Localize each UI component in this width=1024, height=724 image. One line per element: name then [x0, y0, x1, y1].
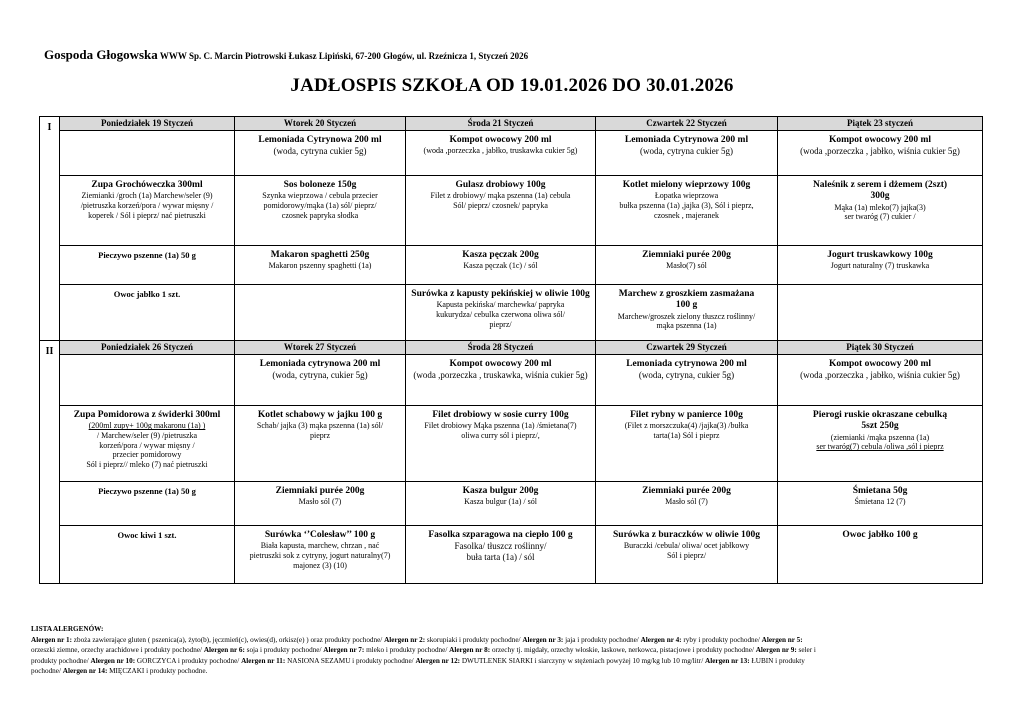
extra-dish-cell [596, 285, 778, 341]
extra-dish-cell [596, 526, 778, 584]
main-dish-name: Sos boloneze 150g [283, 180, 357, 190]
side-dish-name: Ziemniaki purée 200g [642, 250, 731, 260]
main-dish-cell [406, 176, 596, 246]
day-header: Czwartek 29 Styczeń [596, 341, 778, 355]
ingredient-line: / Marchew/seler (9) /pietruszka [96, 430, 198, 440]
extra-dish-name: Fasolka szparagowa na ciepło 100 g [428, 530, 573, 540]
drink-name: Kompot owocowy 200 ml [449, 359, 552, 369]
drink-description: (woda, cytryna, cukier 5g) [272, 370, 368, 381]
drink-description: (woda, cytryna cukier 5g) [640, 146, 733, 157]
ingredient-line: kukurydza/ cebulka czerwona oliwa sól/ [436, 309, 565, 319]
day-header-row [40, 341, 983, 355]
side-dish-description: Masło sól (7) [665, 497, 708, 507]
ingredient-line: Biała kapusta, marchew, chrzan , nać [260, 541, 380, 551]
drink-name: Kompot owocowy 200 ml [449, 135, 552, 145]
drink-row [40, 355, 983, 406]
side-dish-description: Makaron pszenny spaghetti (1a) [268, 261, 372, 271]
extra-dish-cell [235, 526, 406, 584]
ingredient-line: ser twaróg (7) cukier / [844, 212, 916, 222]
main-dish-portion: 5szt 250g [861, 421, 899, 432]
side-dish-description: Śmietana 12 (7) [854, 497, 906, 507]
main-dish-cell [596, 406, 778, 482]
ingredient-line: Ziemianki /groch (1a) Marchew/seler (9) [81, 191, 213, 201]
side-dish-cell [778, 482, 983, 526]
ingredient-line: pietruszki sok z cytryny, jogurt naturalny(7) [249, 550, 391, 560]
drink-description: (woda, cytryna cukier 5g) [273, 146, 367, 157]
drink-name: Lemoniada cytrynowa 200 ml [259, 359, 381, 369]
ingredient-line: Sól i pieprz/ [666, 550, 707, 560]
main-dish-cell [60, 406, 235, 482]
drink-name: Lemoniada Cytrynowa 200 ml [624, 135, 749, 145]
side-dish-description: Jogurt naturalny (7) truskawka [830, 261, 930, 271]
extra-dish-name: Owoc jabłko 1 szt. [113, 289, 181, 299]
side-dish-name: Jogurt truskawkowy 100g [827, 250, 933, 260]
company-details: WWW Sp. C. Marcin Piotrowski Łukasz Lipiński, 67-200 Głogów, ul. Rzeźnicza 1, Styczeń 2026 [157, 51, 529, 61]
main-dish-cell [235, 176, 406, 246]
ingredient-line: Łopatka wieprzowa [654, 191, 719, 201]
side-dish-cell [596, 482, 778, 526]
side-dish-description: Masło(7) sól [666, 261, 707, 271]
extra-dish-cell [60, 285, 235, 341]
drink-cell [60, 355, 235, 406]
main-dish-cell [596, 176, 778, 246]
week-label: II [40, 341, 60, 584]
side-dish-description: Masło sól (7) [298, 497, 342, 507]
main-dish-row [40, 406, 983, 482]
ingredient-line: koperek / Sól i pieprz/ nać pietruszki [88, 210, 206, 220]
drink-cell [406, 131, 596, 176]
main-dish-name: Gulasz drobiowy 100g [455, 180, 546, 190]
header-line [44, 47, 528, 63]
ingredient-line: Filet drobiowy Mąka pszenna (1a) /śmietana(7) [424, 421, 577, 431]
ingredient-line: bułka pszenna (1a) ,jajka (3), Sól i pieprz, [619, 200, 754, 210]
ingredient-line: tarta(1a) Sól i pieprz [653, 430, 720, 440]
page-title: JADŁOSPIS SZKOŁA OD 19.01.2026 DO 30.01.2026 [290, 75, 734, 96]
day-header: Piątek 30 Styczeń [778, 341, 983, 355]
ingredient-line: Schab/ jajka (3) mąka pszenna (1a) sól/ [256, 421, 384, 431]
ingredient-line: Sól i pieprz// mleko (7) nać pietruszki [86, 459, 208, 469]
week-label: I [40, 117, 60, 341]
ingredient-line: buła tarta (1a) / sól [466, 552, 535, 563]
extra-dish-name: Marchew z groszkiem zasmażana [618, 289, 755, 299]
main-dish-cell [60, 176, 235, 246]
ingredient-line: pieprz [310, 430, 330, 440]
side-dish-name: Pieczywo pszenne (1a) 50 g [98, 250, 196, 260]
ingredient-line: mąka pszenna (1a) [656, 321, 717, 331]
drink-description: (woda, cytryna, cukier 5g) [638, 370, 735, 381]
ingredient-line: ser twaróg(7) cebula /oliwa ,sól i pieprz [816, 442, 944, 452]
ingredient-line: Fasolka/ tłuszcz roślinny/ [454, 541, 547, 552]
main-dish-cell [235, 406, 406, 482]
drink-cell [235, 131, 406, 176]
main-dish-name: Zupa Pomidorowa z świderki 300ml [73, 410, 221, 420]
extra-dish-cell [406, 526, 596, 584]
drink-name: Kompot owocowy 200 ml [828, 135, 932, 145]
ingredient-line: Mąka (1a) mleko(7) jajka(3) [834, 202, 926, 212]
ingredient-line: (200ml zupy+ 100g makaronu (1a) ) [88, 421, 206, 431]
ingredient-line: pieprz/ [489, 319, 512, 329]
extra-dish-name: Surówka z buraczków w oliwie 100g [613, 530, 760, 540]
extra-dish-cell [60, 526, 235, 584]
main-dish-name: Pierogi ruskie okraszane cebulką [812, 410, 948, 420]
side-dish-row [40, 482, 983, 526]
drink-cell [235, 355, 406, 406]
main-dish-name: Filet drobiowy w sosie curry 100g [432, 410, 569, 420]
ingredient-line: oliwa curry sól i pieprz/, [461, 430, 540, 440]
drink-cell [596, 131, 778, 176]
extra-dish-cell [778, 285, 983, 341]
side-dish-name: Pieczywo pszenne (1a) 50 g [98, 486, 196, 496]
allergen-line: Alergen nr 1: zboża zawierające gluten ( pszenica(a), żyto(b), jęczmień(c), owies(d), orkisz(e) ) oraz produkty pochodne/ Alergen nr 2: skorupiaki i produkty pochodne/ Alergen nr 3: jaja i produkty pochodne/ Alergen nr 4: ryby i produkty pochodne/ Alergen nr 5: [31, 635, 803, 644]
main-dish-portion: 300g [870, 191, 890, 202]
ingredient-line: Kapusta pekińska/ marchewka/ papryka [436, 300, 565, 310]
drink-description: (woda ,porzeczka , jabłko, wiśnia cukier 5g) [800, 370, 960, 381]
extra-dish-name: Owoc jabłko 100 g [842, 530, 918, 540]
extra-dish-portion: 100 g [675, 300, 698, 311]
ingredient-line: czosnek , majeranek [653, 210, 720, 220]
main-dish-name: Kotlet mielony wieprzowy 100g [622, 180, 751, 190]
side-dish-cell [60, 246, 235, 285]
side-dish-name: Kasza pęczak 200g [462, 250, 539, 260]
day-header-row [40, 117, 983, 131]
day-header: Czwartek 22 Styczeń [596, 117, 778, 131]
drink-cell [60, 131, 235, 176]
day-header: Środa 21 Styczeń [406, 117, 596, 131]
main-dish-cell [778, 176, 983, 246]
main-dish-name: Zupa Grochóweczka 300ml [91, 180, 203, 190]
extra-dish-row [40, 285, 983, 341]
day-header: Poniedziałek 26 Styczeń [60, 341, 235, 355]
extra-dish-name: Surówka ‘’Colesław’’ 100 g [264, 530, 376, 540]
day-header: Wtorek 27 Styczeń [235, 341, 406, 355]
ingredient-line: (ziemianki /mąka pszenna (1a) [830, 432, 930, 442]
ingredient-line: Buraczki /cebula/ oliwa/ ocet jabłkowy [623, 541, 750, 551]
side-dish-name: Śmietana 50g [852, 486, 908, 496]
drink-description: (woda ,porzeczka , jabłko, truskawka cukier 5g) [423, 146, 578, 156]
drink-cell [778, 355, 983, 406]
side-dish-name: Kasza bulgur 200g [462, 486, 539, 496]
drink-cell [596, 355, 778, 406]
side-dish-cell [596, 246, 778, 285]
side-dish-cell [60, 482, 235, 526]
extra-dish-row [40, 526, 983, 584]
ingredient-line: Sól/ pieprz/ czosnek/ papryka [453, 200, 548, 210]
restaurant-name: Gospoda Głogowska [44, 47, 158, 62]
drink-cell [778, 131, 983, 176]
ingredient-line: korzeń/pora / wywar mięsny / [99, 440, 195, 450]
ingredient-line: /pietruszka korzeń/pora / wywar mięsny / [80, 200, 214, 210]
side-dish-cell [235, 482, 406, 526]
drink-name: Kompot owocowy 200 ml [828, 359, 932, 369]
side-dish-description: Kasza bulgur (1a) / sól [464, 497, 537, 507]
ingredient-line: Filet z drobiowy/ mąka pszenna (1a) cebula [430, 191, 571, 201]
allergen-line: pochodne/ Alergen nr 14: MIĘCZAKI i produkty pochodne. [31, 667, 208, 676]
side-dish-row [40, 246, 983, 285]
side-dish-cell [406, 482, 596, 526]
side-dish-name: Ziemniaki purée 200g [275, 486, 365, 496]
ingredient-line: (Filet z morszczuka(4) /jajka(3) /bułka [624, 421, 749, 431]
drink-name: Lemoniada cytrynowa 200 ml [626, 359, 747, 369]
drink-name: Lemoniada Cytrynowa 200 ml [258, 135, 382, 145]
ingredient-line: majonez (3) (10) [293, 560, 347, 570]
day-header: Piątek 23 styczeń [778, 117, 983, 131]
drink-row [40, 131, 983, 176]
allergen-list [31, 624, 981, 677]
extra-dish-cell [406, 285, 596, 341]
main-dish-row [40, 176, 983, 246]
drink-description: (woda ,porzeczka , truskawka, wiśnia cukier 5g) [413, 370, 588, 381]
menu-table [39, 116, 983, 584]
allergen-line: produkty pochodne/ Alergen nr 10: GORCZYCA i produkty pochodne/ Alergen nr 11: NASIONA SEZAMU i produkty pochodne/ Alergen nr 12: DWUTLENEK SIARKI i siarczyny w stężeniach powyżej 10 mg/kg lub 10 mg/litr/ Alergen nr 13: ŁUBIN i produkty [31, 656, 805, 665]
ingredient-line: czosnek papryka słodka [281, 210, 359, 220]
side-dish-description: Kasza pęczak (1c) / sól [463, 261, 538, 271]
ingredient-line: przecier pomidorowy [112, 450, 182, 460]
ingredient-line: Szynka wieprzowa / cebula przecier [262, 191, 378, 201]
ingredient-line: pomidorowy/mąka (1a) sól/ pieprz/ [263, 200, 377, 210]
allergen-list-title: LISTA ALERGENÓW: [31, 625, 104, 633]
side-dish-cell [406, 246, 596, 285]
extra-dish-cell [235, 285, 406, 341]
drink-description: (woda ,porzeczka , jabłko, wiśnia cukier 5g) [800, 146, 960, 157]
main-dish-name: Naleśnik z serem i dżemem (2szt) [812, 180, 948, 190]
drink-cell [406, 355, 596, 406]
main-dish-name: Kotlet schabowy w jajku 100 g [257, 410, 383, 420]
side-dish-name: Makaron spaghetti 250g [270, 250, 370, 260]
extra-dish-name: Owoc kiwi 1 szt. [117, 530, 177, 540]
main-dish-name: Filet rybny w panierce 100g [630, 410, 743, 420]
day-header: Wtorek 20 Styczeń [235, 117, 406, 131]
extra-dish-name: Surówka z kapusty pekińskiej w oliwie 100g [411, 289, 590, 299]
side-dish-cell [235, 246, 406, 285]
ingredient-line: Marchew/groszek zielony tłuszcz roślinny/ [617, 311, 756, 321]
allergen-line: orzeszki ziemne, orzechy arachidowe i produkty pochodne/ Alergen nr 6: soja i produkty pochodne/ Alergen nr 7: mleko i produkty pochodne/ Alergen nr 8: orzechy tj. migdały, orzechy włoskie, laskowe, nerkowca, pistacjowe i produkty pochodne/ Alergen nr 9: seler i [31, 646, 816, 655]
extra-dish-cell [778, 526, 983, 584]
main-dish-cell [406, 406, 596, 482]
day-header: Poniedziałek 19 Styczeń [60, 117, 235, 131]
main-dish-cell [778, 406, 983, 482]
side-dish-cell [778, 246, 983, 285]
side-dish-name: Ziemniaki purée 200g [642, 486, 731, 496]
day-header: Środa 28 Styczeń [406, 341, 596, 355]
